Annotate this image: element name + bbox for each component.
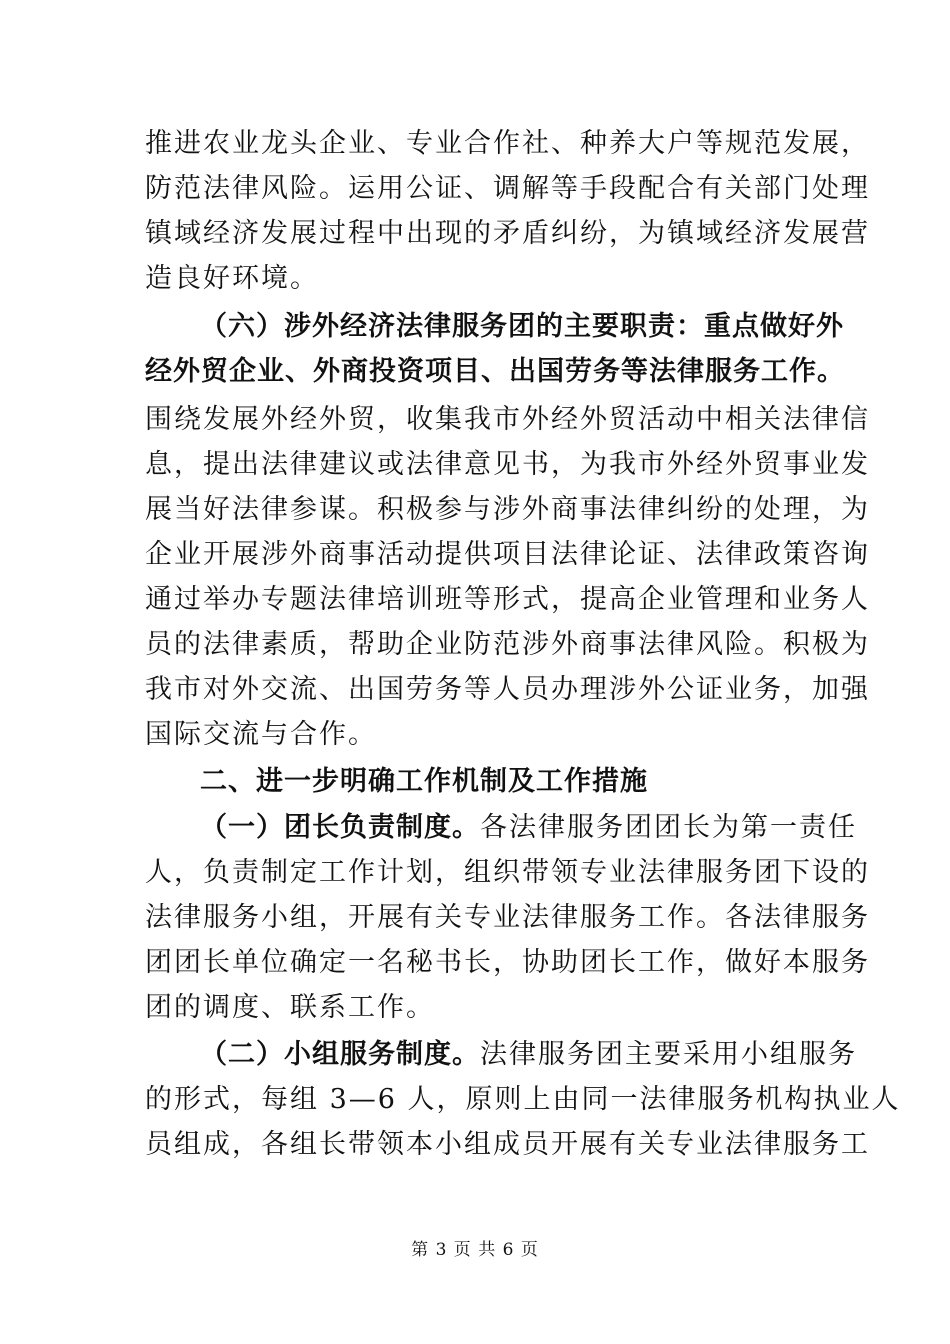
paragraph-line: 镇域经济发展过程中出现的矛盾纠纷，为镇域经济发展营: [145, 218, 870, 249]
paragraph-line: 推进农业龙头企业、专业合作社、种养大户等规范发展，: [145, 128, 870, 159]
paragraph-line: 人，负责制定工作计划，组织带领专业法律服务团下设的: [145, 857, 870, 888]
section-six-heading: （六）涉外经济法律服务团的主要职责：重点做好外: [200, 311, 844, 342]
paragraph-line: 企业开展涉外商事活动提供项目法律论证、法律政策咨询: [145, 539, 870, 570]
section-six-heading-cont: 经外贸企业、外商投资项目、出国劳务等法律服务工作。: [145, 356, 845, 387]
paragraph-line: 造良好环境。: [145, 263, 319, 294]
paragraph-line: 防范法律风险。运用公证、调解等手段配合有关部门处理: [145, 173, 870, 204]
paragraph-line: 员组成，各组长带领本小组成员开展有关专业法律服务工: [145, 1129, 870, 1160]
paragraph-line: 团的调度、联系工作。: [145, 992, 435, 1023]
subsection-one-text: 各法律服务团团长为第一责任: [480, 812, 857, 843]
subsection-two-title: （二）小组服务制度。: [200, 1039, 480, 1070]
page-number-footer: 第 3 页 共 6 页: [411, 1240, 539, 1260]
paragraph-line: [200, 1035, 857, 1075]
paragraph-line: 法律服务小组，开展有关专业法律服务工作。各法律服务: [145, 902, 870, 933]
subsection-two-text: 法律服务团主要采用小组服务: [480, 1039, 857, 1070]
paragraph-line: 围绕发展外经外贸，收集我市外经外贸活动中相关法律信: [145, 404, 870, 435]
subsection-one-title: （一）团长负责制度。: [200, 812, 480, 843]
paragraph-line: 息，提出法律建议或法律意见书，为我市外经外贸事业发: [145, 449, 870, 480]
paragraph-line: 通过举办专题法律培训班等形式，提高企业管理和业务人: [145, 584, 870, 615]
paragraph-line: 团团长单位确定一名秘书长，协助团长工作，做好本服务: [145, 947, 870, 978]
paragraph-line: 的形式，每组 3—6 人，原则上由同一法律服务机构执业人: [145, 1084, 901, 1115]
paragraph-line: 国际交流与合作。: [145, 719, 377, 750]
paragraph-line: [200, 808, 857, 848]
paragraph-line: 员的法律素质，帮助企业防范涉外商事法律风险。积极为: [145, 629, 870, 660]
paragraph-line: 展当好法律参谋。积极参与涉外商事法律纠纷的处理，为: [145, 494, 870, 525]
section-heading-two: 二、进一步明确工作机制及工作措施: [200, 766, 648, 797]
paragraph-line: 我市对外交流、出国劳务等人员办理涉外公证业务，加强: [145, 674, 870, 705]
